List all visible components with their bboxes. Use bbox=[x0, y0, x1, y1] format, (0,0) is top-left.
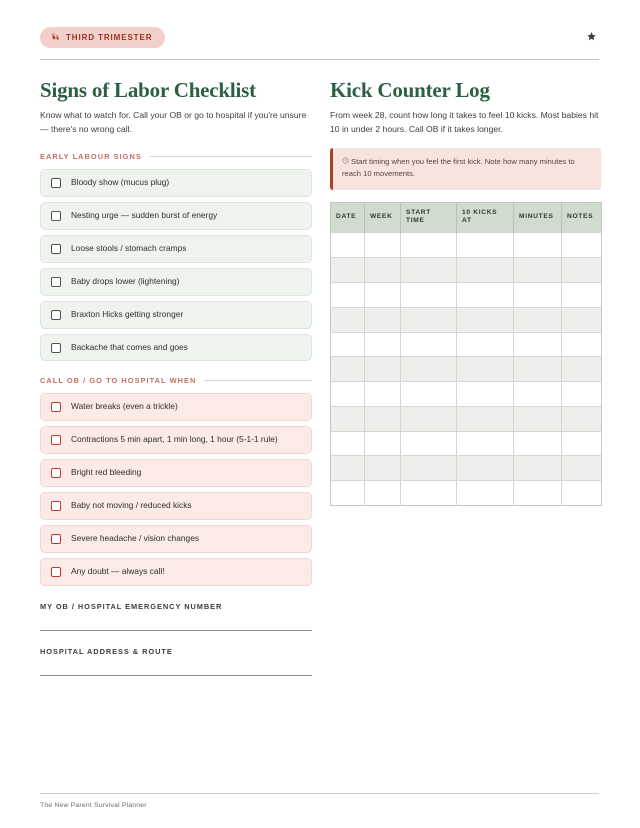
hospital-address-label: HOSPITAL ADDRESS & ROUTE bbox=[40, 647, 173, 656]
header-divider bbox=[40, 59, 599, 60]
cell-date[interactable] bbox=[331, 456, 365, 481]
table-header-row bbox=[331, 202, 602, 233]
cell-week[interactable] bbox=[365, 406, 401, 431]
cell-start-time[interactable] bbox=[401, 258, 457, 283]
checklist-item-label: Baby not moving / reduced kicks bbox=[71, 500, 192, 511]
checkbox[interactable] bbox=[51, 244, 61, 254]
timing-callout-body bbox=[342, 156, 591, 181]
checkbox[interactable] bbox=[51, 277, 61, 287]
section-label-early bbox=[40, 152, 312, 161]
footer-divider bbox=[40, 793, 599, 794]
cell-10-kicks-at[interactable] bbox=[457, 307, 514, 332]
checklist-item-label: Loose stools / stomach cramps bbox=[71, 242, 187, 253]
timing-callout bbox=[330, 148, 601, 190]
cell-start-time[interactable] bbox=[401, 233, 457, 258]
cell-10-kicks-at[interactable] bbox=[457, 282, 514, 307]
cell-week[interactable] bbox=[365, 332, 401, 357]
cell-week[interactable] bbox=[365, 307, 401, 332]
checklist-item-label: Baby drops lower (lightening) bbox=[71, 275, 180, 286]
baby-feet-icon bbox=[51, 32, 60, 43]
checklist-item[interactable] bbox=[40, 169, 312, 197]
checklist-item[interactable] bbox=[40, 558, 312, 586]
labor-checklist-column bbox=[40, 79, 312, 676]
cell-10-kicks-at[interactable] bbox=[457, 233, 514, 258]
cell-notes[interactable] bbox=[562, 382, 602, 407]
cell-date[interactable] bbox=[331, 382, 365, 407]
checklist-item-label: Nesting urge — sudden burst of energy bbox=[71, 209, 218, 220]
checklist-item[interactable] bbox=[40, 525, 312, 553]
clock-icon bbox=[342, 156, 349, 168]
cell-start-time[interactable] bbox=[401, 382, 457, 407]
star-icon[interactable] bbox=[586, 31, 597, 44]
cell-notes[interactable] bbox=[562, 282, 602, 307]
checklist-item-label: Bloody show (mucus plug) bbox=[71, 176, 170, 187]
table-row[interactable] bbox=[331, 258, 602, 283]
cell-minutes[interactable] bbox=[514, 307, 562, 332]
early-signs-list bbox=[40, 169, 312, 362]
cell-start-time[interactable] bbox=[401, 431, 457, 456]
cell-week[interactable] bbox=[365, 456, 401, 481]
checklist-item[interactable] bbox=[40, 334, 312, 362]
cell-minutes[interactable] bbox=[514, 481, 562, 506]
cell-notes[interactable] bbox=[562, 332, 602, 357]
table-row[interactable] bbox=[331, 431, 602, 456]
cell-week[interactable] bbox=[365, 282, 401, 307]
cell-minutes[interactable] bbox=[514, 406, 562, 431]
checkbox[interactable] bbox=[51, 468, 61, 478]
cell-notes[interactable] bbox=[562, 233, 602, 258]
checklist-item[interactable] bbox=[40, 235, 312, 263]
section-rule bbox=[204, 380, 312, 381]
checkbox[interactable] bbox=[51, 310, 61, 320]
labor-intro-text: Know what to watch for. Call your OB or go to hospital if you're unsure — there's no wrong call. bbox=[40, 110, 307, 135]
section-label-urgent bbox=[40, 376, 312, 385]
cell-week[interactable] bbox=[365, 382, 401, 407]
section-label-urgent-text: CALL OB / GO TO HOSPITAL WHEN bbox=[40, 376, 197, 386]
cell-start-time[interactable] bbox=[401, 332, 457, 357]
checklist-item[interactable] bbox=[40, 393, 312, 421]
cell-week[interactable] bbox=[365, 233, 401, 258]
kick-counter-column bbox=[330, 79, 601, 676]
cell-date[interactable] bbox=[331, 307, 365, 332]
hospital-address-input[interactable] bbox=[40, 675, 312, 676]
cell-date[interactable] bbox=[331, 431, 365, 456]
cell-minutes[interactable] bbox=[514, 258, 562, 283]
column-header-week: WEEK bbox=[365, 202, 401, 233]
checklist-item[interactable] bbox=[40, 202, 312, 230]
cell-date[interactable] bbox=[331, 282, 365, 307]
table-row[interactable] bbox=[331, 481, 602, 506]
checklist-item[interactable] bbox=[40, 459, 312, 487]
table-row[interactable] bbox=[331, 233, 602, 258]
cell-10-kicks-at[interactable] bbox=[457, 258, 514, 283]
column-header-10-kicks-at: 10 KICKS AT bbox=[457, 202, 514, 233]
cell-date[interactable] bbox=[331, 357, 365, 382]
cell-10-kicks-at[interactable] bbox=[457, 382, 514, 407]
cell-notes[interactable] bbox=[562, 258, 602, 283]
cell-notes[interactable] bbox=[562, 406, 602, 431]
checklist-item[interactable] bbox=[40, 426, 312, 454]
column-header-minutes: MINUTES bbox=[514, 202, 562, 233]
table-row[interactable] bbox=[331, 332, 602, 357]
checklist-item-label: Severe headache / vision changes bbox=[71, 533, 200, 544]
checklist-item-label: Water breaks (even a trickle) bbox=[71, 401, 178, 412]
cell-notes[interactable] bbox=[562, 431, 602, 456]
cell-minutes[interactable] bbox=[514, 233, 562, 258]
kick-counter-title: Kick Counter Log bbox=[330, 78, 490, 102]
kick-counter-intro-text: From week 28, count how long it takes to feel 10 kicks. Most babies hit 10 in under 2 hours. Call OB if it takes longer. bbox=[330, 110, 599, 135]
cell-10-kicks-at[interactable] bbox=[457, 481, 514, 506]
checklist-item-label: Any doubt — always call! bbox=[71, 566, 165, 577]
cell-date[interactable] bbox=[331, 332, 365, 357]
cell-minutes[interactable] bbox=[514, 357, 562, 382]
cell-10-kicks-at[interactable] bbox=[457, 357, 514, 382]
checklist-item[interactable] bbox=[40, 301, 312, 329]
cell-minutes[interactable] bbox=[514, 382, 562, 407]
cell-notes[interactable] bbox=[562, 357, 602, 382]
page-footer bbox=[40, 793, 599, 809]
cell-week[interactable] bbox=[365, 357, 401, 382]
column-header-start-time: START TIME bbox=[401, 202, 457, 233]
cell-start-time[interactable] bbox=[401, 307, 457, 332]
timing-callout-text: Start timing when you feel the first kick. Note how many minutes to reach 10 movements. bbox=[342, 156, 575, 179]
checklist-item[interactable] bbox=[40, 492, 312, 520]
cell-start-time[interactable] bbox=[401, 456, 457, 481]
cell-start-time[interactable] bbox=[401, 282, 457, 307]
table-row[interactable] bbox=[331, 382, 602, 407]
cell-notes[interactable] bbox=[562, 307, 602, 332]
cell-minutes[interactable] bbox=[514, 282, 562, 307]
checklist-item-label: Bright red bleeding bbox=[71, 467, 142, 478]
top-bar bbox=[40, 26, 599, 48]
table-row[interactable] bbox=[331, 456, 602, 481]
ob-number-input[interactable] bbox=[40, 630, 312, 631]
column-header-notes: NOTES bbox=[562, 202, 602, 233]
cell-start-time[interactable] bbox=[401, 481, 457, 506]
cell-date[interactable] bbox=[331, 481, 365, 506]
checkbox[interactable] bbox=[51, 178, 61, 188]
urgent-signs-list bbox=[40, 393, 312, 586]
checklist-item[interactable] bbox=[40, 268, 312, 296]
page-title: Signs of Labor Checklist bbox=[40, 78, 256, 102]
table-body bbox=[331, 233, 602, 506]
table-row[interactable] bbox=[331, 282, 602, 307]
cell-10-kicks-at[interactable] bbox=[457, 332, 514, 357]
cell-week[interactable] bbox=[365, 481, 401, 506]
checkbox[interactable] bbox=[51, 534, 61, 544]
table-row[interactable] bbox=[331, 406, 602, 431]
cell-date[interactable] bbox=[331, 233, 365, 258]
checkbox[interactable] bbox=[51, 501, 61, 511]
checklist-item-label: Braxton Hicks getting stronger bbox=[71, 308, 184, 319]
checkbox[interactable] bbox=[51, 567, 61, 577]
cell-10-kicks-at[interactable] bbox=[457, 431, 514, 456]
cell-week[interactable] bbox=[365, 258, 401, 283]
cell-notes[interactable] bbox=[562, 456, 602, 481]
cell-minutes[interactable] bbox=[514, 456, 562, 481]
cell-week[interactable] bbox=[365, 431, 401, 456]
column-header-date: DATE bbox=[331, 202, 365, 233]
cell-date[interactable] bbox=[331, 406, 365, 431]
checkbox[interactable] bbox=[51, 343, 61, 353]
table-row[interactable] bbox=[331, 357, 602, 382]
section-label-early-text: EARLY LABOUR SIGNS bbox=[40, 151, 142, 161]
footer-text: The New Parent Survival Planner bbox=[40, 802, 147, 809]
table-row[interactable] bbox=[331, 307, 602, 332]
checklist-item-label: Backache that comes and goes bbox=[71, 341, 188, 352]
cell-minutes[interactable] bbox=[514, 431, 562, 456]
trimester-badge-label: THIRD TRIMESTER bbox=[66, 32, 153, 42]
checkbox[interactable] bbox=[51, 211, 61, 221]
content-columns bbox=[40, 79, 599, 676]
section-rule bbox=[150, 156, 312, 157]
cell-start-time[interactable] bbox=[401, 357, 457, 382]
checkbox[interactable] bbox=[51, 402, 61, 412]
cell-10-kicks-at[interactable] bbox=[457, 406, 514, 431]
cell-notes[interactable] bbox=[562, 481, 602, 506]
checkbox[interactable] bbox=[51, 435, 61, 445]
trimester-badge bbox=[40, 27, 165, 48]
cell-10-kicks-at[interactable] bbox=[457, 456, 514, 481]
kick-counter-table bbox=[330, 202, 602, 507]
checklist-item-label: Contractions 5 min apart, 1 min long, 1 hour (5-1-1 rule) bbox=[71, 434, 278, 445]
cell-minutes[interactable] bbox=[514, 332, 562, 357]
ob-number-label: MY OB / HOSPITAL EMERGENCY NUMBER bbox=[40, 602, 223, 611]
cell-date[interactable] bbox=[331, 258, 365, 283]
cell-start-time[interactable] bbox=[401, 406, 457, 431]
